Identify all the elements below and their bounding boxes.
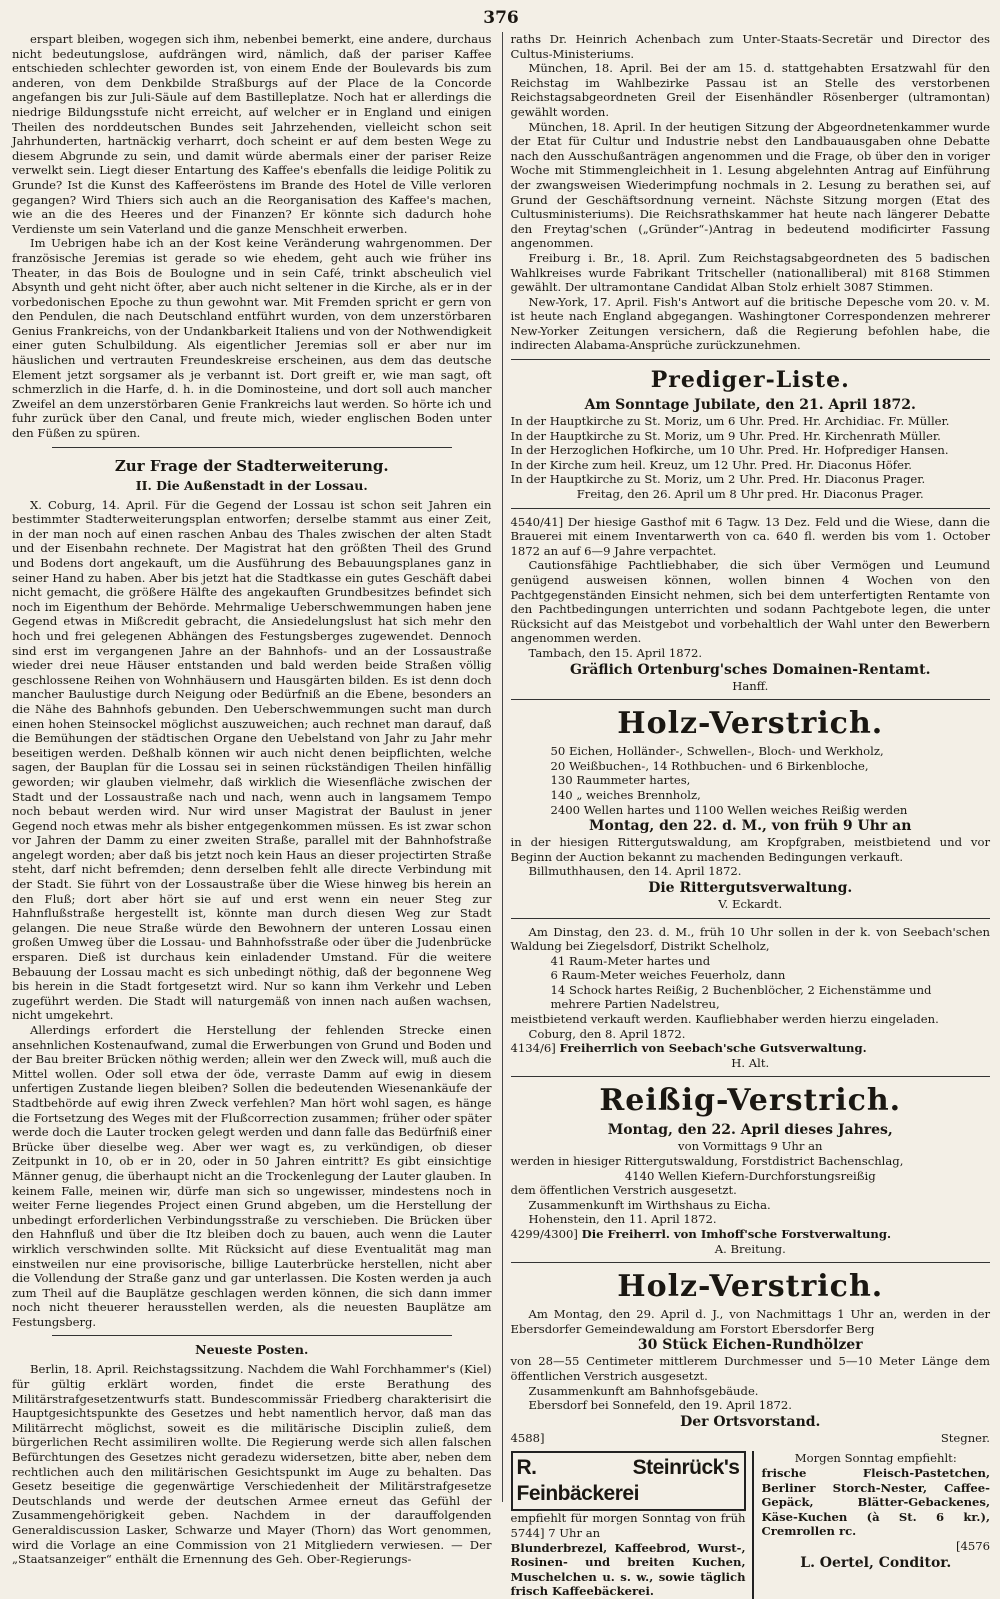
ad-name: A. Breitung. (714, 1241, 786, 1256)
bakery-right (762, 1451, 991, 1599)
advertisement-bakery (511, 1451, 991, 1599)
divider (511, 1076, 991, 1077)
divider (511, 1262, 991, 1263)
article-subheading: II. Die Außenstadt in der Lossau. (135, 477, 368, 493)
ad-place: Hohenstein, den 11. April 1872. (528, 1212, 717, 1227)
bakery-left (511, 1451, 754, 1599)
prediger-row: Freitag, den 26. April um 8 Uhr pred. Hr. Diaconus Prager. (576, 487, 924, 502)
ad-item: 130 Raummeter hartes, (550, 773, 691, 788)
conditor-items: frische Fleisch-Pastetchen, Berliner Storch-Nester, Caffee-Gepäck, Blätter-Gebackenes, Käse-Kuchen (à St. 6 kr.), Cremrollen rc. (761, 1465, 990, 1539)
ad-title: Reißig-Verstrich. (599, 1083, 902, 1119)
article-heading: Zur Frage der Stadterweiterung. (114, 456, 389, 475)
prediger-liste (511, 366, 991, 502)
ad-text: Zusammenkunft im Wirthshaus zu Eicha. (528, 1197, 771, 1212)
news-paragraph: Freiburg i. Br., 18. April. Zum Reichstagsabgeordneten des 5 badischen Wahlkreises wurde Fabrikant Tritscheller (nationalliberal) mit 8168 Stimmen gewählt. Der ultramontane Candidat Alban Stolz erhielt 3087 Stimmen. (510, 250, 990, 295)
bakery-items: Blunderbrezel, Kaffeebrod, Wurst-, Rosinen- und breiten Kuchen, Muschelchen u. s. w., sowie täglich frisch Kaffeebäckerei. (510, 1540, 746, 1599)
ad-text: meistbietend verkauft werden. Kaufliebhaber werden hierzu eingeladen. (510, 1012, 939, 1027)
ad-signer: Freiherrlich von Seebach'sche Gutsverwaltung. (559, 1041, 867, 1056)
ad-item: 50 Eichen, Holländer-, Schwellen-, Bloch- und Werkholz, (550, 744, 884, 759)
ad-title: Holz-Verstrich. (617, 1269, 884, 1305)
ad-item: 20 Weißbuchen-, 14 Rothbuchen- und 6 Birkenbloche, (550, 758, 869, 773)
ad-item: mehrere Partien Nadelstreu, (550, 997, 720, 1012)
ad-place: Tambach, den 15. April 1872. (528, 645, 703, 660)
prediger-row: In der Hauptkirche zu St. Moriz, um 6 Uhr. Pred. Hr. Archidiac. Fr. Müller. (510, 414, 950, 429)
article-paragraph: Allerdings erfordert die Herstellung der fehlenden Strecke einen ansehnlichen Kostenaufwand, zumal die Erwerbungen von Grund und Boden und der Bau breiter Brücken nöthig werden; allein wer den Zweck will, muß auch die Mittel wollen. Oder soll etwa der öde, verraste Damm auf ewig in diesem unfertigen Zustande liegen bleiben? Sollen die bedeutenden Wiesenankäufe der Stadtbehörde auf ewig ihren Zweck verfehlen? Man hört wohl sagen, es hänge die Fortsetzung des Weges mit der Flußcorrection zusammen; früher oder später werde doch die Lauter trocken gelegt werden und dann falle das Bedürfniß einer Brücke über dieselbe weg. Aber wer wagt es, zu verkündigen, ob dieser Zeitpunkt in 10, ob er in 20, oder in 50 Jahren eintritt? Es gibt einsichtige Männer genug, die überhaupt nicht an die Trockenlegung der Lauter glauben. In keinem Falle, meinen wir, dürfe man sich so ungewisser, mindestens noch in weiter Ferne liegendes Project einen Grund abgeben, um die Herstellung der unbedingt erforderlichen Verbindungsstraße zu verschieben. Die Brücken über den Hahnfluß und über die Itz bleiben doch zu bauen, auch wenn die Lauter wirklich verschwinden sollte. Mit Rücksicht auf diese Eventualität mag man einstweilen nur eine provisorische, billige Lauterbrücke herstellen, nicht aber die Vollendung der Straße ganz und gar unterlassen. Die Kosten werden ja auch zum Theil auf die Bauplätze geschlagen werden können, die sich dann immer noch nicht theuerer herausstellen werden, als die neuesten Bauplätze am Festungsberg. (12, 1023, 492, 1329)
news-paragraph: München, 18. April. In der heutigen Sitzung der Abgeordnetenkammer wurde der Etat für Cultur und Industrie nebst den Landbauausgaben ohne Debatte nach den Ausschußanträgen angenommen und die Frage, ob über den in voriger Woche mit Stimmengleichheit in 1. Lesung abgelehnten Antrag auf Einführung der zwangsweisen Wiederimpfung nochmals in 2. Lesung zu berathen sei, auf Grund der Geschäftsordnung verneint. Nächste Sitzung morgen (Etat des Cultusministeriums). Die Reichsrathskammer hat heute nach längerer Debatte den Freytag'schen („Gründer“-)Antrag in bedeutend modificirter Fassung angenommen. (510, 119, 990, 251)
prediger-row: In der Kirche zum heil. Kreuz, um 12 Uhr. Pred. Hr. Diaconus Höfer. (510, 457, 912, 472)
ad-item: 2400 Wellen hartes und 1100 Wellen weiches Reißig werden (550, 802, 908, 817)
advertisement-gasthof (511, 515, 991, 694)
news-paragraph: raths Dr. Heinrich Achenbach zum Unter-Staats-Secretär und Director des Cultus-Ministeriums. (510, 32, 990, 61)
ad-text: in der hiesigen Rittergutswaldung, am Kropfgraben, meistbietend und vor Beginn der Auction bekannt zu machenden Bedingungen verkauft. (510, 835, 990, 864)
ad-name: Hanff. (732, 678, 769, 693)
divider (52, 1335, 452, 1336)
prediger-date: Am Sonntage Jubilate, den 21. April 1872. (584, 397, 916, 414)
divider (52, 447, 452, 448)
ad-item: 6 Raum-Meter weiches Feuerholz, dann (550, 968, 786, 983)
ad-number: 4588] (510, 1430, 545, 1445)
ad-signer: Gräflich Ortenburg'sches Domainen-Rentamt. (570, 661, 931, 678)
right-column (502, 32, 991, 1599)
news-paragraph: New-York, 17. April. Fish's Antwort auf die britische Depesche vom 20. v. M. ist heute nach England abgegangen. Washingtoner Correspondenzen mehrerer New-Yorker Zeitungen versichern, daß die Regierung befohlen habe, die indirecten Alabama-Ansprüche zurückzunehmen. (510, 294, 990, 353)
ad-text: von 28—55 Centimeter mittlerem Durchmesser und 5—10 Meter Länge dem öffentlichen Verstrich ausgesetzt. (510, 1354, 990, 1383)
article-paragraph: Im Uebrigen habe ich an der Kost keine Veränderung wahrgenommen. Der französische Jeremias ist gerade so wie ehedem, geht auch wie früher ins Theater, in das Bois de Boulogne und in sein Café, trinkt abscheulich viel Absynth und geht nicht öfter, aber auch nicht seltener in die Kirche, als er in der vorbedonischen Epoche zu thun gewohnt war. Mit Fremden spricht er gern von den Pendulen, die nach Deutschland entführt wurden, von dem unzerstörbaren Genius Frankreichs, von der Undankbarkeit Italiens und von der Nothwendigkeit einer guten Schulbildung. Als eigentlicher Jeremias soll er aber nur im häuslichen und vertrauten Freundeskreise erscheinen, aus dem das deutsche Element jetzt sorgsamer als je verbannt ist. Dort greift er, wie man sagt, oft schmerzlich in die Harfe, d. h. in die Dominosteine, und dort soll auch mancher Zweifel an dem unzerstörbaren Genie Frankreichs laut werden. So hörte ich und fuhr zurück über den Canal, und freute mich, wieder englischen Boden unter den Füßen zu spüren. (12, 236, 492, 441)
news-paragraph: München, 18. April. Bei der am 15. d. stattgehabten Ersatzwahl für den Reichstag im Wahlbezirke Passau ist an Stelle des verstorbenen Reichstagsabgeordneten Greil der Eisenhändler Rösenberger (ultramontan) gewählt worden. (510, 61, 990, 119)
ad-number: [4576 (955, 1538, 990, 1553)
ad-text: Am Montag, den 29. April d. J., von Nachmittags 1 Uhr an, werden in der Ebersdorfer Gemeindewaldung am Forstort Ebersdorfer Berg (510, 1307, 990, 1336)
prediger-row: In der Hauptkirche zu St. Moriz, um 2 Uhr. Pred. Hr. Diaconus Prager. (510, 472, 926, 487)
page-number: 376 (483, 8, 519, 28)
ad-text: Zusammenkunft am Bahnhofsgebäude. (528, 1383, 759, 1398)
ad-date: Montag, den 22. April dieses Jahres, (607, 1122, 893, 1139)
divider (511, 359, 991, 360)
ad-name: H. Alt. (731, 1055, 770, 1070)
ad-number: 4299/4300] (510, 1227, 578, 1241)
ad-item: 30 Stück Eichen-Rundhölzer (637, 1337, 863, 1354)
ad-signer: Der Ortsvorstand. (680, 1413, 821, 1430)
divider (511, 508, 991, 509)
ad-place: Coburg, den 8. April 1872. (528, 1026, 686, 1041)
ad-name: Stegner. (940, 1430, 990, 1445)
advertisement-seebach (511, 925, 991, 1071)
ad-item: 14 Schock hartes Reißig, 2 Buchenblöcher, 2 Eichenstämme und (550, 982, 932, 997)
ad-date: Montag, den 22. d. M., von früh 9 Uhr an (589, 818, 912, 835)
ad-text: werden in hiesiger Rittergutswaldung, Forstdistrict Bachenschlag, (510, 1154, 904, 1169)
conditor-head: Morgen Sonntag empfiehlt: (794, 1451, 957, 1466)
advertisement-holz-1 (511, 706, 991, 911)
bakery-logo: R. Steinrück's Feinbäckerei (511, 1451, 746, 1511)
ad-number: 4134/6] (510, 1041, 556, 1056)
ad-text: 4540/41] Der hiesige Gasthof mit 6 Tagw. 13 Dez. Feld und die Wiese, dann die Brauerei mit einem Inventarwerth von ca. 640 fl. werden bis vom 1. October 1872 an auf 6—9 Jahre verpachtet. (510, 514, 990, 558)
ad-signer: Die Freiherrl. von Imhoff'sche Forstverwaltung. (581, 1227, 892, 1241)
ad-place: Billmuthhausen, den 14. April 1872. (528, 864, 742, 879)
left-column (12, 32, 492, 1567)
ad-title: Holz-Verstrich. (617, 706, 884, 742)
prediger-title: Prediger-Liste. (650, 367, 850, 394)
advertisement-holz-2 (511, 1269, 991, 1445)
conditor-sign: L. Oertel, Conditor. (800, 1554, 952, 1571)
ad-item: 41 Raum-Meter hartes und (550, 953, 711, 968)
ad-text: Cautionsfähige Pachtliebhaber, die sich über Vermögen und Leumund genügend ausweisen können, wollen binnen 4 Wochen von den Pachtgegenständen Einsicht nehmen, sich bei dem unterfertigten Rentamte von den Pachtbedingungen unterrichten und sodann Pachtgebote legen, die unter Rücksicht auf das Meistgebot und vorbehaltlich der Wahl unter den Bewerbern angenommen werden. (510, 558, 990, 646)
ad-place: Ebersdorf bei Sonnefeld, den 19. April 1872. (528, 1398, 792, 1413)
prediger-row: In der Herzoglichen Hofkirche, um 10 Uhr. Pred. Hr. Hofprediger Hansen. (510, 443, 949, 458)
article-paragraph: X. Coburg, 14. April. Für die Gegend der Lossau ist schon seit Jahren ein bestimmter Stadterweiterungsplan entworfen; derselbe stammt aus einer Zeit, in der man noch auf einen raschen Anbau des Thales zwischen der alten Stadt und der Eisenbahn rechnete. Der Magistrat hat den größten Theil des Grund und Bodens dort angekauft, um die Ausführung des Bebauungsplanes ganz in seiner Hand zu haben. Aber bis jetzt hat die Stadtkasse ein gutes Geschäft dabei nicht gemacht, die größere Hälfte des angekauften Grundbesitzes befindet sich noch im Eigenthum der Behörde. Mehrmalige Ueberschwemmungen haben jene Gegend etwas in Mißcredit gebracht, die Ansiedelungslust hat sich mehr den hoch und frei gelegenen Abhängen des Festungsberges zugewendet. Dennoch sind erst im vergangenen Jahre an der Bahnhofs- und an der Lossaustraße wieder drei neue Häuser entstanden und bald werden beide Straßen völlig geschlossene Reihen von Wohnhäusern und Hausgärten bilden. Es ist denn doch mancher Baulustige durch Neigung oder Bedürfniß an die Ebene, besonders an die Nähe des Bahnhofs gebunden. Den Ueberschwemmungen sucht man durch einen hohen Steinsockel möglichst auszuweichen; auch rechnet man darauf, daß die Bemühungen der städtischen Organe den Uebelstand von Jahr zu Jahr mehr beseitigen werden. Deßhalb können wir auch nicht denen beipflichten, welche sagen, der Bauplan für die Lossau sei in seinen rückständigen Theilen hinfällig geworden; wir glauben vielmehr, daß wirklich die Wiesenfläche zwischen der Stadt und der Lossaustraße nach und nach, wenn auch in langsamem Tempo noch bebaut werden wird. Nur wird unser Magistrat der Baulust in jener Gegend noch etwas mehr als bisher entgegenkommen müssen. Es ist zwar schon vor Jahren der Damm zu einer zweiten Straße, parallel mit der Bahnhofstraße angelegt worden; aber daß bis jetzt noch kein Haus an dieser projectirten Straße steht, darf nicht befremden; denn derselben fehlt alle directe Verbindung mit der Stadt. Sie führt von der Lossaustraße über die Wiese hinweg bis herein an den Fluß; dort aber hört sie auf und erst wenn ein neuer Steg zur Hahnflußstraße hergestellt ist, könnte man durch diesen Weg zur Stadt gelangen. Die neue Straße würde den Bewohnern der unteren Lossau einen großen Umweg über die Lossau- und Bahnhofsstraße oder über die Judenbrücke ersparen. Dieß ist durchaus kein einladender Umstand. Für die weitere Bebauung der Lossau macht es sich unbedingt nöthig, daß der begonnene Weg bis herein in die Stadt fortgesetzt wird. Nur so kann ihm Verkehr und Leben zugeführt werden. Die Stadt will naturgemäß von innen nach außen wachsen, nicht umgekehrt. (12, 497, 492, 1023)
bakery-text: empfiehlt für morgen Sonntag von früh 5744] 7 Uhr an (510, 1511, 746, 1540)
divider (511, 699, 991, 700)
ad-text: Am Dinstag, den 23. d. M., früh 10 Uhr sollen in der k. von Seebach'schen Waldung bei Ziegelsdorf, Distrikt Schelholz, (510, 924, 990, 954)
news-heading: Neueste Posten. (195, 1342, 309, 1358)
advertisement-reissig (511, 1083, 991, 1256)
ad-time: von Vormittags 9 Uhr an (678, 1139, 823, 1154)
ad-name: V. Eckardt. (718, 896, 783, 911)
article-paragraph: erspart bleiben, wogegen sich ihm, nebenbei bemerkt, eine andere, durchaus nicht bedeutungslose, aufdrängen wird, nämlich, daß der pariser Kaffee entschieden schlechter geworden ist, von einem Ende der Boulevards bis zum anderen, von dem Denkbilde Straßburgs auf der Place de la Concorde angefangen bis zur Juli-Säule auf dem Bastilleplatze. Noch hat er allerdings die niedrige Bildungsstufe nicht erreicht, auf welcher er in England und einigen Theilen des norddeutschen Bundes seit Jahrzehenden, vielleicht schon seit Jahrhunderten, hartnäckig verharrt, doch scheint er auf dem besten Wege zu diesem Abgrunde zu sein, und damit würde abermals einer der pariser Reize verwelkt sein. Liegt dieser Entartung des Kaffee's ebenfalls die leidige Politik zu Grunde? Ist die Kunst des Kaffeeröstens im Brande des Hotel de Ville verloren gegangen? Wird Thiers sich auch an die Reorganisation des Kaffee's machen, wie an die des Heeres und der Finanzen? Er könnte sich dadurch hohe Verdienste um sein Vaterland und die ganze Menschheit erwerben. (12, 32, 492, 236)
ad-signer: Die Rittergutsverwaltung. (648, 879, 853, 896)
ad-item: 4140 Wellen Kiefern-Durchforstungsreißig (624, 1168, 876, 1183)
prediger-row: In der Hauptkirche zu St. Moriz, um 9 Uhr. Pred. Hr. Kirchenrath Müller. (510, 428, 941, 443)
news-paragraph: Berlin, 18. April. Reichstagssitzung. Nachdem die Wahl Forchhammer's (Kiel) für gültig erklärt worden, findet die erste Berathung des Militärstrafgesetzentwurfs statt. Bundescommissär Friedberg charakterisirt die Hauptgesichtspunkte des Gesetzes und hebt namentlich hervor, daß man das Militärrecht möglichst, soweit es die militärische Disciplin zuließ, dem bürgerlichen Recht assimiliren wollte. Die Regierung werde sich allen falschen Befürchtungen des Gesetzes nicht geradezu widersetzen, bitte aber, neben dem rechtlichen auch den militärischen Gesichtspunkt im Auge zu behalten. Das Gesetz beseitige die gegenwärtige Verschiedenheit der Militärstrafgesetze Deutschlands und werde der deutschen Armee erneut das Gefühl der Zusammengehörigkeit geben. Nachdem in der darauffolgenden Generaldiscussion Lasker, Schwarze und Mayer (Thorn) das Wort genommen, wird die Vorlage an eine Commission von 21 Mitgliedern verwiesen. — Der „Staatsanzeiger“ enthält die Ernennung des Geh. Ober-Regierungs- (12, 1362, 492, 1567)
divider (511, 918, 991, 919)
ad-text: dem öffentlichen Verstrich ausgesetzt. (510, 1183, 737, 1198)
ad-item: 140 „ weiches Brennholz, (550, 787, 701, 802)
